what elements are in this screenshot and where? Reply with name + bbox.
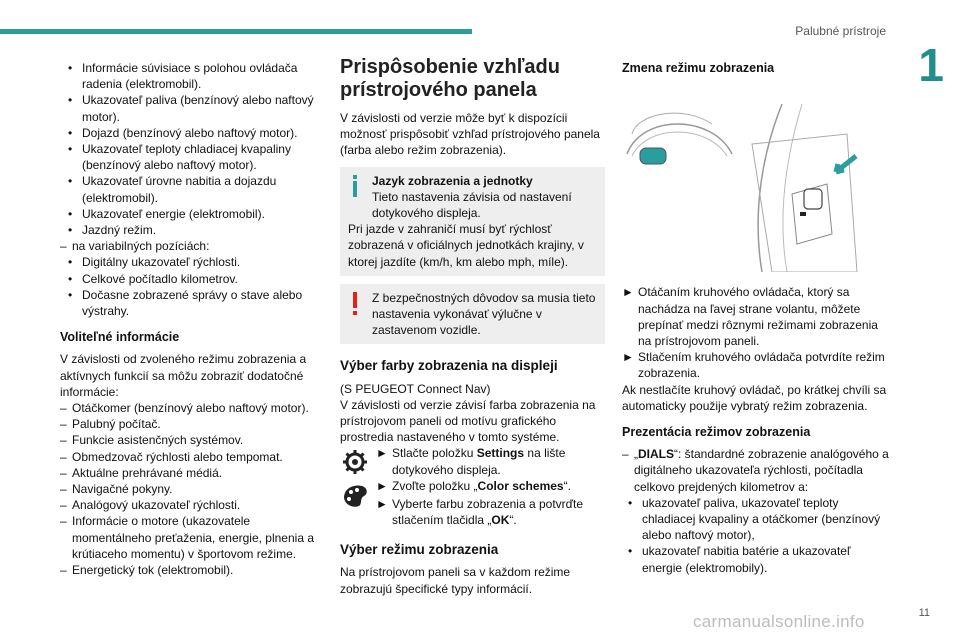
mode-heading: Výber režimu zobrazenia bbox=[340, 542, 499, 558]
color-paragraph-1: (S PEUGEOT Connect Nav) bbox=[340, 381, 491, 396]
change-mode-heading: Zmena režimu zobrazenia bbox=[622, 61, 775, 75]
list-item: • Dojazd (benzínový alebo naftový motor). bbox=[68, 125, 298, 140]
warning-icon bbox=[348, 292, 362, 316]
dash-item: – Obmedzovač rýchlosti alebo tempomat. bbox=[60, 449, 283, 464]
list-item: • Dočasne zobrazené správy o stave alebo výstrahy. bbox=[68, 287, 303, 319]
step: ► Otáčaním kruhového ovládača, ktorý sa nachádza na ľavej strane volantu, môžete prepínať medzi rôznymi režimami zobrazenia na prístrojovom paneli. bbox=[622, 285, 878, 349]
list-item: • Ukazovateľ úrovne nabitia a dojazdu (elektromobil). bbox=[68, 174, 277, 205]
warning-note-text: Z bezpečnostných dôvodov sa musia tieto nastavenia vykonávať výlučne v zastavenom vozidle. bbox=[372, 290, 596, 338]
optional-info-intro: V závislosti od zvoleného režimu zobrazenia a aktívnych funkcií sa môžu zobraziť dodatočné informácie: bbox=[60, 352, 307, 399]
bullet-list-b bbox=[60, 254, 322, 319]
warning-note bbox=[340, 284, 605, 345]
step: ► Stlačte položku Settings na lište dotykového displeja. bbox=[376, 446, 566, 477]
steering-wheel-illustration bbox=[622, 94, 862, 272]
info-note-text-2: Pri jazde v zahraničí musí byť rýchlosť zobrazená v oficiálnych jednotkách krajiny, v ktorej jazdíte (km/h, km alebo mph, míle). bbox=[348, 222, 584, 269]
color-paragraph-2: V závislosti od verzie závisí farba zobrazenia na prístrojovom paneli od motívu grafického prostredia nastaveného v tomto systéme. bbox=[340, 397, 596, 445]
list-item: • Ukazovateľ teploty chladiacej kvapaliny (benzínový alebo naftový motor). bbox=[68, 142, 291, 173]
list-item: • ukazovateľ nabitia batérie a ukazovateľ energie (elektromobily). bbox=[628, 544, 851, 575]
list-item: • ukazovateľ paliva, ukazovateľ teploty chladiacej kvapaliny a otáčkomer (benzínový alebo naftový motor), bbox=[628, 495, 881, 543]
mode-paragraph: Na prístrojovom paneli sa v každom režime zobrazujú špecifické typy informácií. bbox=[340, 565, 571, 596]
list-item: • Ukazovateľ paliva (benzínový alebo naftový motor). bbox=[68, 93, 314, 124]
intro-paragraph: V závislosti od verzie môže byť k dispozícii možnosť prispôsobiť vzhľad prístrojového panela (farba alebo režim zobrazenia). bbox=[340, 111, 600, 158]
color-heading: Výber farby zobrazenia na displeji bbox=[340, 358, 558, 374]
watermark: carmanualsonline.info bbox=[693, 612, 865, 631]
after-paragraph: Ak nestlačíte kruhový ovládač, po krátkej chvíli sa automaticky použije vybratý režim zobrazenia. bbox=[622, 382, 887, 413]
presentation-heading: Prezentácia režimov zobrazenia bbox=[622, 425, 811, 440]
dash-item: – Energetický tok (elektromobil). bbox=[60, 563, 234, 578]
top-accent-bar bbox=[0, 29, 472, 34]
list-item: • Celkové počítadlo kilometrov. bbox=[68, 271, 238, 286]
dash-item: – na variabilných pozíciách: bbox=[60, 239, 210, 254]
list-item: • Ukazovateľ energie (elektromobil). bbox=[68, 206, 265, 221]
page-number: 11 bbox=[918, 607, 930, 619]
dash-item: – Otáčkomer (benzínový alebo naftový motor). bbox=[60, 401, 309, 416]
bullet-list-a bbox=[60, 60, 322, 238]
info-icon bbox=[348, 175, 362, 197]
step: ► Zvoľte položku „Color schemes“. bbox=[376, 478, 571, 493]
list-item: • Digitálny ukazovateľ rýchlosti. bbox=[68, 255, 241, 270]
dash-list bbox=[60, 400, 322, 578]
settings-step bbox=[340, 445, 605, 477]
dash-item: – Palubný počítač. bbox=[60, 417, 161, 432]
optional-info-heading: Voliteľné informácie bbox=[60, 330, 180, 345]
list-item: • Informácie súvisiace s polohou ovládača radenia (elektromobil). bbox=[68, 61, 298, 92]
dash-item: – Informácie o motore (ukazovatele momentálneho preťaženia, energie, plnenia a krútiaceho momentu) v športovom režime. bbox=[60, 514, 314, 561]
dash-item: – Navigačné pokyny. bbox=[60, 482, 173, 497]
column-left bbox=[60, 60, 322, 578]
dash-item: – „DIALS“: štandardné zobrazenie analógového a digitálneho ukazovateľa rýchlosti, počítadla celkovo prejdených kilometrov a: bbox=[622, 447, 889, 494]
column-middle bbox=[340, 56, 605, 597]
info-note-text: Tieto nastavenia závisia od nastavení dotykového displeja. bbox=[372, 189, 572, 221]
dash-item: – Analógový ukazovateľ rýchlosti. bbox=[60, 498, 241, 513]
step: ► Stlačením kruhového ovládača potvrdíte režim zobrazenia. bbox=[622, 350, 885, 381]
list-item: • Jazdný režim. bbox=[68, 223, 157, 238]
section-title: Palubné prístroje bbox=[795, 24, 886, 38]
step: ► Vyberte farbu zobrazenia a potvrďte stlačením tlačidla „OK“. bbox=[376, 496, 584, 528]
column-right bbox=[622, 60, 892, 576]
chapter-number: 1 bbox=[918, 39, 944, 91]
info-note bbox=[340, 167, 605, 276]
page-title: Prispôsobenie vzhľadu prístrojového panela bbox=[340, 56, 560, 101]
dash-item: – Aktuálne prehrávané médiá. bbox=[60, 465, 223, 480]
palette-icon bbox=[340, 480, 370, 510]
info-note-title: Jazyk zobrazenia a jednotky bbox=[372, 173, 533, 188]
dash-item: – Funkcie asistenčných systémov. bbox=[60, 433, 244, 448]
gear-icon bbox=[340, 447, 370, 477]
